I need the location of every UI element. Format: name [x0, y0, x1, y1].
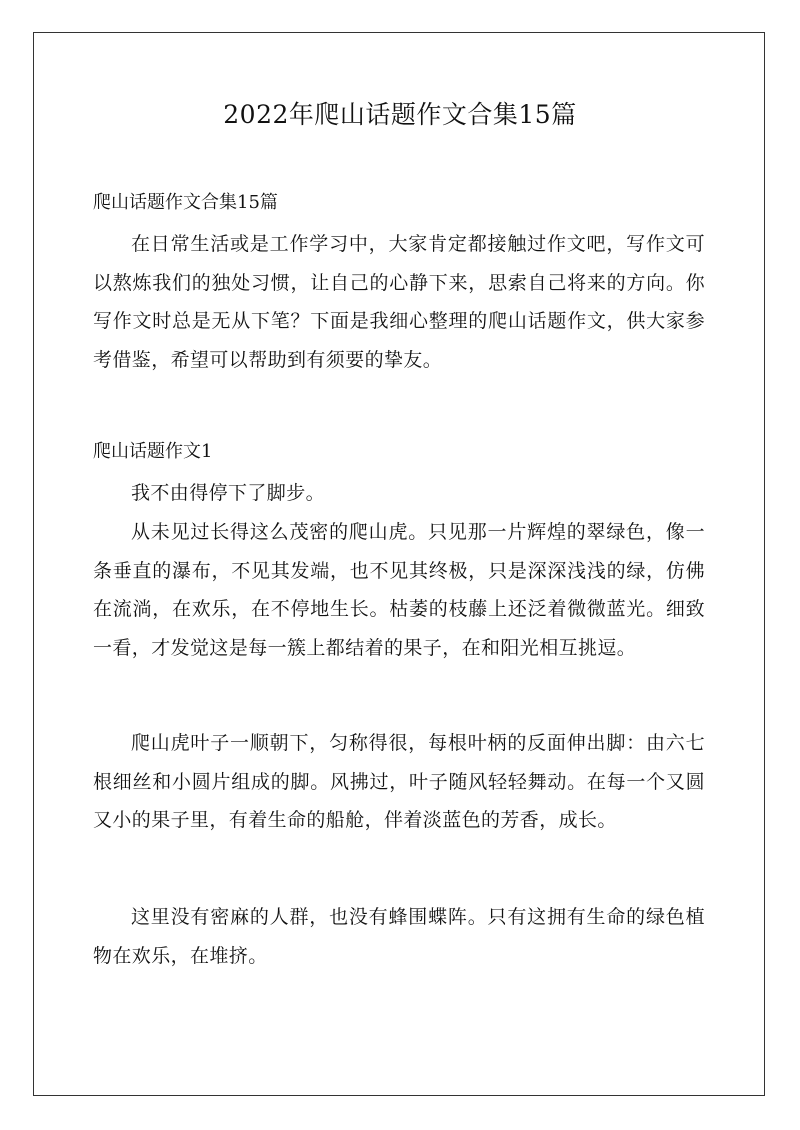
intro-paragraph: 在日常生活或是工作学习中，大家肯定都接触过作文吧，写作文可以熬炼我们的独处习惯，让自己的心静下来，思索自己将来的方向。你写作文时总是无从下笔？下面是我细心整理的爬山话题作文，供大家参考借鉴，希望可以帮助到有须要的挚友。: [93, 233, 705, 371]
intro-heading: 爬山话题作文合集15篇: [93, 192, 278, 213]
essay-1-paragraph-3: 爬山虎叶子一顺朝下，匀称得很，每根叶柄的反面伸出脚：由六七根细丝和小圆片组成的脚。风拂过，叶子随风轻轻舞动。在每一个又圆又小的果子里，有着生命的船舱，伴着淡蓝色的芳香，成长。: [93, 732, 705, 831]
essay-1-paragraph-1: 我不由得停下了脚步。: [131, 482, 326, 504]
essay-1-paragraph-2: 从未见过长得这么茂密的爬山虎。只见那一片辉煌的翠绿色，像一条垂直的瀑布，不见其发端，也不见其终极，只是深深浅浅的绿，仿佛在流淌，在欢乐，在不停地生长。枯萎的枝藤上还泛着微微蓝光。细致一看，才发觉这是每一簇上都结着的果子，在和阳光相互挑逗。: [93, 521, 705, 659]
document-title: 2022年爬山话题作文合集15篇: [223, 100, 577, 129]
essay-1-paragraph-4: 这里没有密麻的人群，也没有蜂围蝶阵。只有这拥有生命的绿色植物在欢乐，在堆挤。: [93, 906, 705, 967]
essay-1-heading: 爬山话题作文1: [93, 441, 213, 462]
